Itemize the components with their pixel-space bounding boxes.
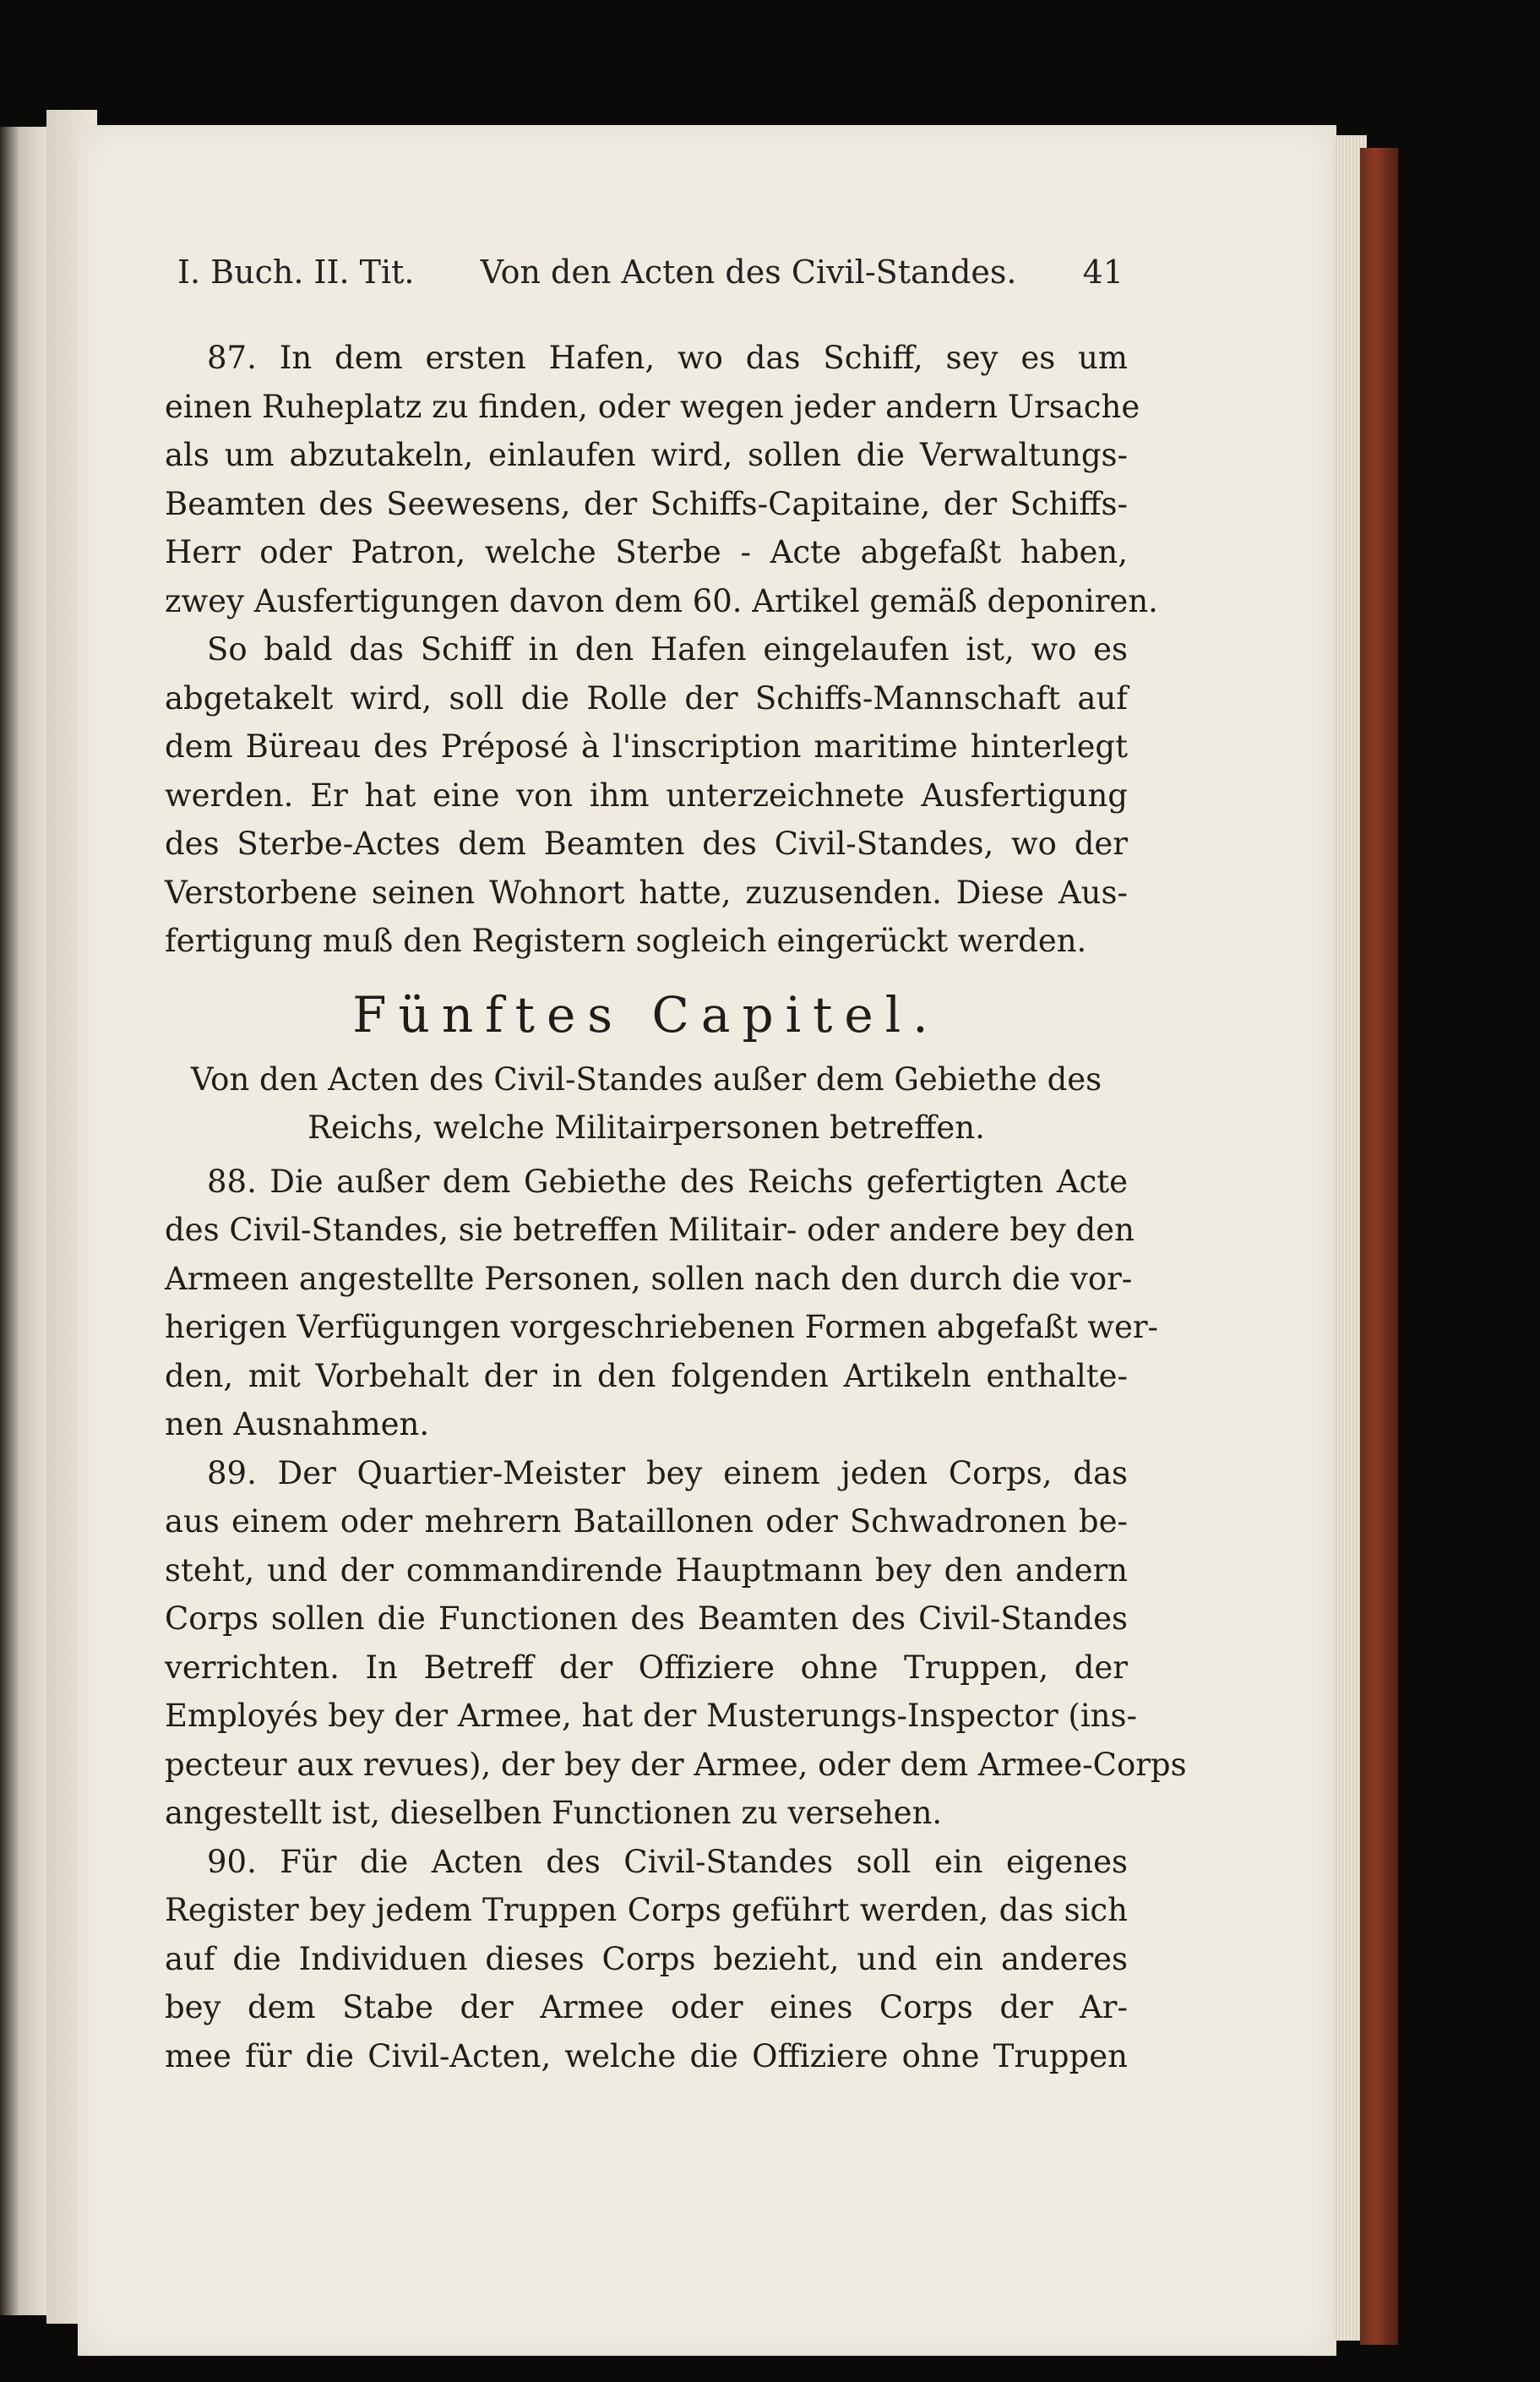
left-page-edge [0,127,49,2315]
text-line: pecteur aux revues), der bey der Armee, oder dem Armee-Corps [165,1746,1187,1783]
text-line: Beamten des Seewesens, der Schiffs-Capitaine, der Schiffs- [165,485,1128,522]
text-line: des Civil-Standes, sie betreffen Militair- oder andere bey den [165,1212,1135,1248]
page-body [165,334,1187,2080]
chapter-subtitle [165,1055,1128,1153]
text-line: 87. In dem ersten Hafen, wo das Schiff, sey es um [207,340,1128,376]
subtitle-line: Reichs, welche Militairpersonen betreffen. [307,1109,985,1146]
text-line: Armeen angestellte Personen, sollen nach den durch die vor- [165,1260,1133,1297]
text-line: aus einem oder mehrern Bataillonen oder Schwadronen be- [165,1503,1128,1540]
subtitle-line: Von den Acten des Civil-Standes außer dem Gebiethe des [190,1060,1102,1098]
running-head [177,253,1124,291]
text-line: 88. Die außer dem Gebiethe des Reichs gefertigten Acte [207,1163,1128,1200]
text-line: werden. Er hat eine von ihm unterzeichnete Ausfertigung [165,777,1128,814]
text-line: fertigung muß den Registern sogleich eingerückt werden. [165,923,1087,959]
text-line: angestellt ist, dieselben Functionen zu versehen. [165,1795,943,1831]
text-line: abgetakelt wird, soll die Rolle der Schiffs-Mannschaft auf [165,679,1128,717]
text-line: als um abzutakeln, einlaufen wird, sollen die Verwaltungs- [165,437,1128,473]
text-line: 89. Der Quartier-Meister bey einem jeden Corps, das [207,1454,1128,1491]
text-line: mee für die Civil-Acten, welche die Offiziere ohne Truppen [165,2037,1128,2074]
text-line: Employés bey der Armee, hat der Musterungs-Inspector (ins- [165,1698,1137,1734]
book-cover-edge [1360,148,1398,2345]
text-line: herigen Verfügungen vorgeschriebenen Formen abgefaßt wer- [165,1309,1159,1345]
text-line: 90. Für die Acten des Civil-Standes soll ein eigenes [207,1843,1128,1880]
text-line: steht, und der commandirende Hauptmann bey den andern [165,1551,1128,1589]
text-line: Corps sollen die Functionen des Beamten des Civil-Standes [165,1600,1128,1637]
paragraph-88 [165,1158,1159,1449]
text-line: des Sterbe-Actes dem Beamten des Civil-Standes, wo der [165,826,1128,862]
running-head-left: I. Buch. II. Tit. [177,253,415,291]
text-line: den, mit Vorbehalt der in den folgenden Artikeln enthalte- [165,1357,1128,1394]
text-line: Verstorbene seinen Wohnort hatte, zuzusenden. Diese Aus- [165,874,1128,911]
text-line: einen Ruheplatz zu finden, oder wegen jeder andern Ursache [165,388,1140,425]
text-line: nen Ausnahmen. [165,1406,430,1442]
text-line: bey dem Stabe der Armee oder eines Corps der Ar- [165,1989,1128,2025]
text-line: verrichten. In Betreff der Offiziere ohne Truppen, der [165,1649,1128,1686]
chapter-title: Fünftes Capitel. [352,985,940,1044]
text-line: Register bey jedem Truppen Corps geführt werden, das sich [165,1892,1128,1928]
text-line: So bald das Schiff in den Hafen eingelaufen ist, wo es [207,631,1128,668]
text-line: zwey Ausfertigungen davon dem 60. Artikel gemäß deponiren. [165,582,1158,619]
text-line: dem Büreau des Préposé à l'inscription maritime hinterlegt [165,728,1128,765]
text-line: Herr oder Patron, welche Sterbe - Acte abgefaßt haben, [165,534,1128,570]
paragraph-90 [165,1838,1128,2081]
paragraph-89 [165,1449,1187,1838]
paragraph-87 [165,334,1158,966]
page-number: 41 [1082,253,1124,291]
running-head-title: Von den Acten des Civil-Standes. [480,253,1017,291]
text-line: auf die Individuen dieses Corps bezieht, und ein anderes [165,1940,1128,1977]
